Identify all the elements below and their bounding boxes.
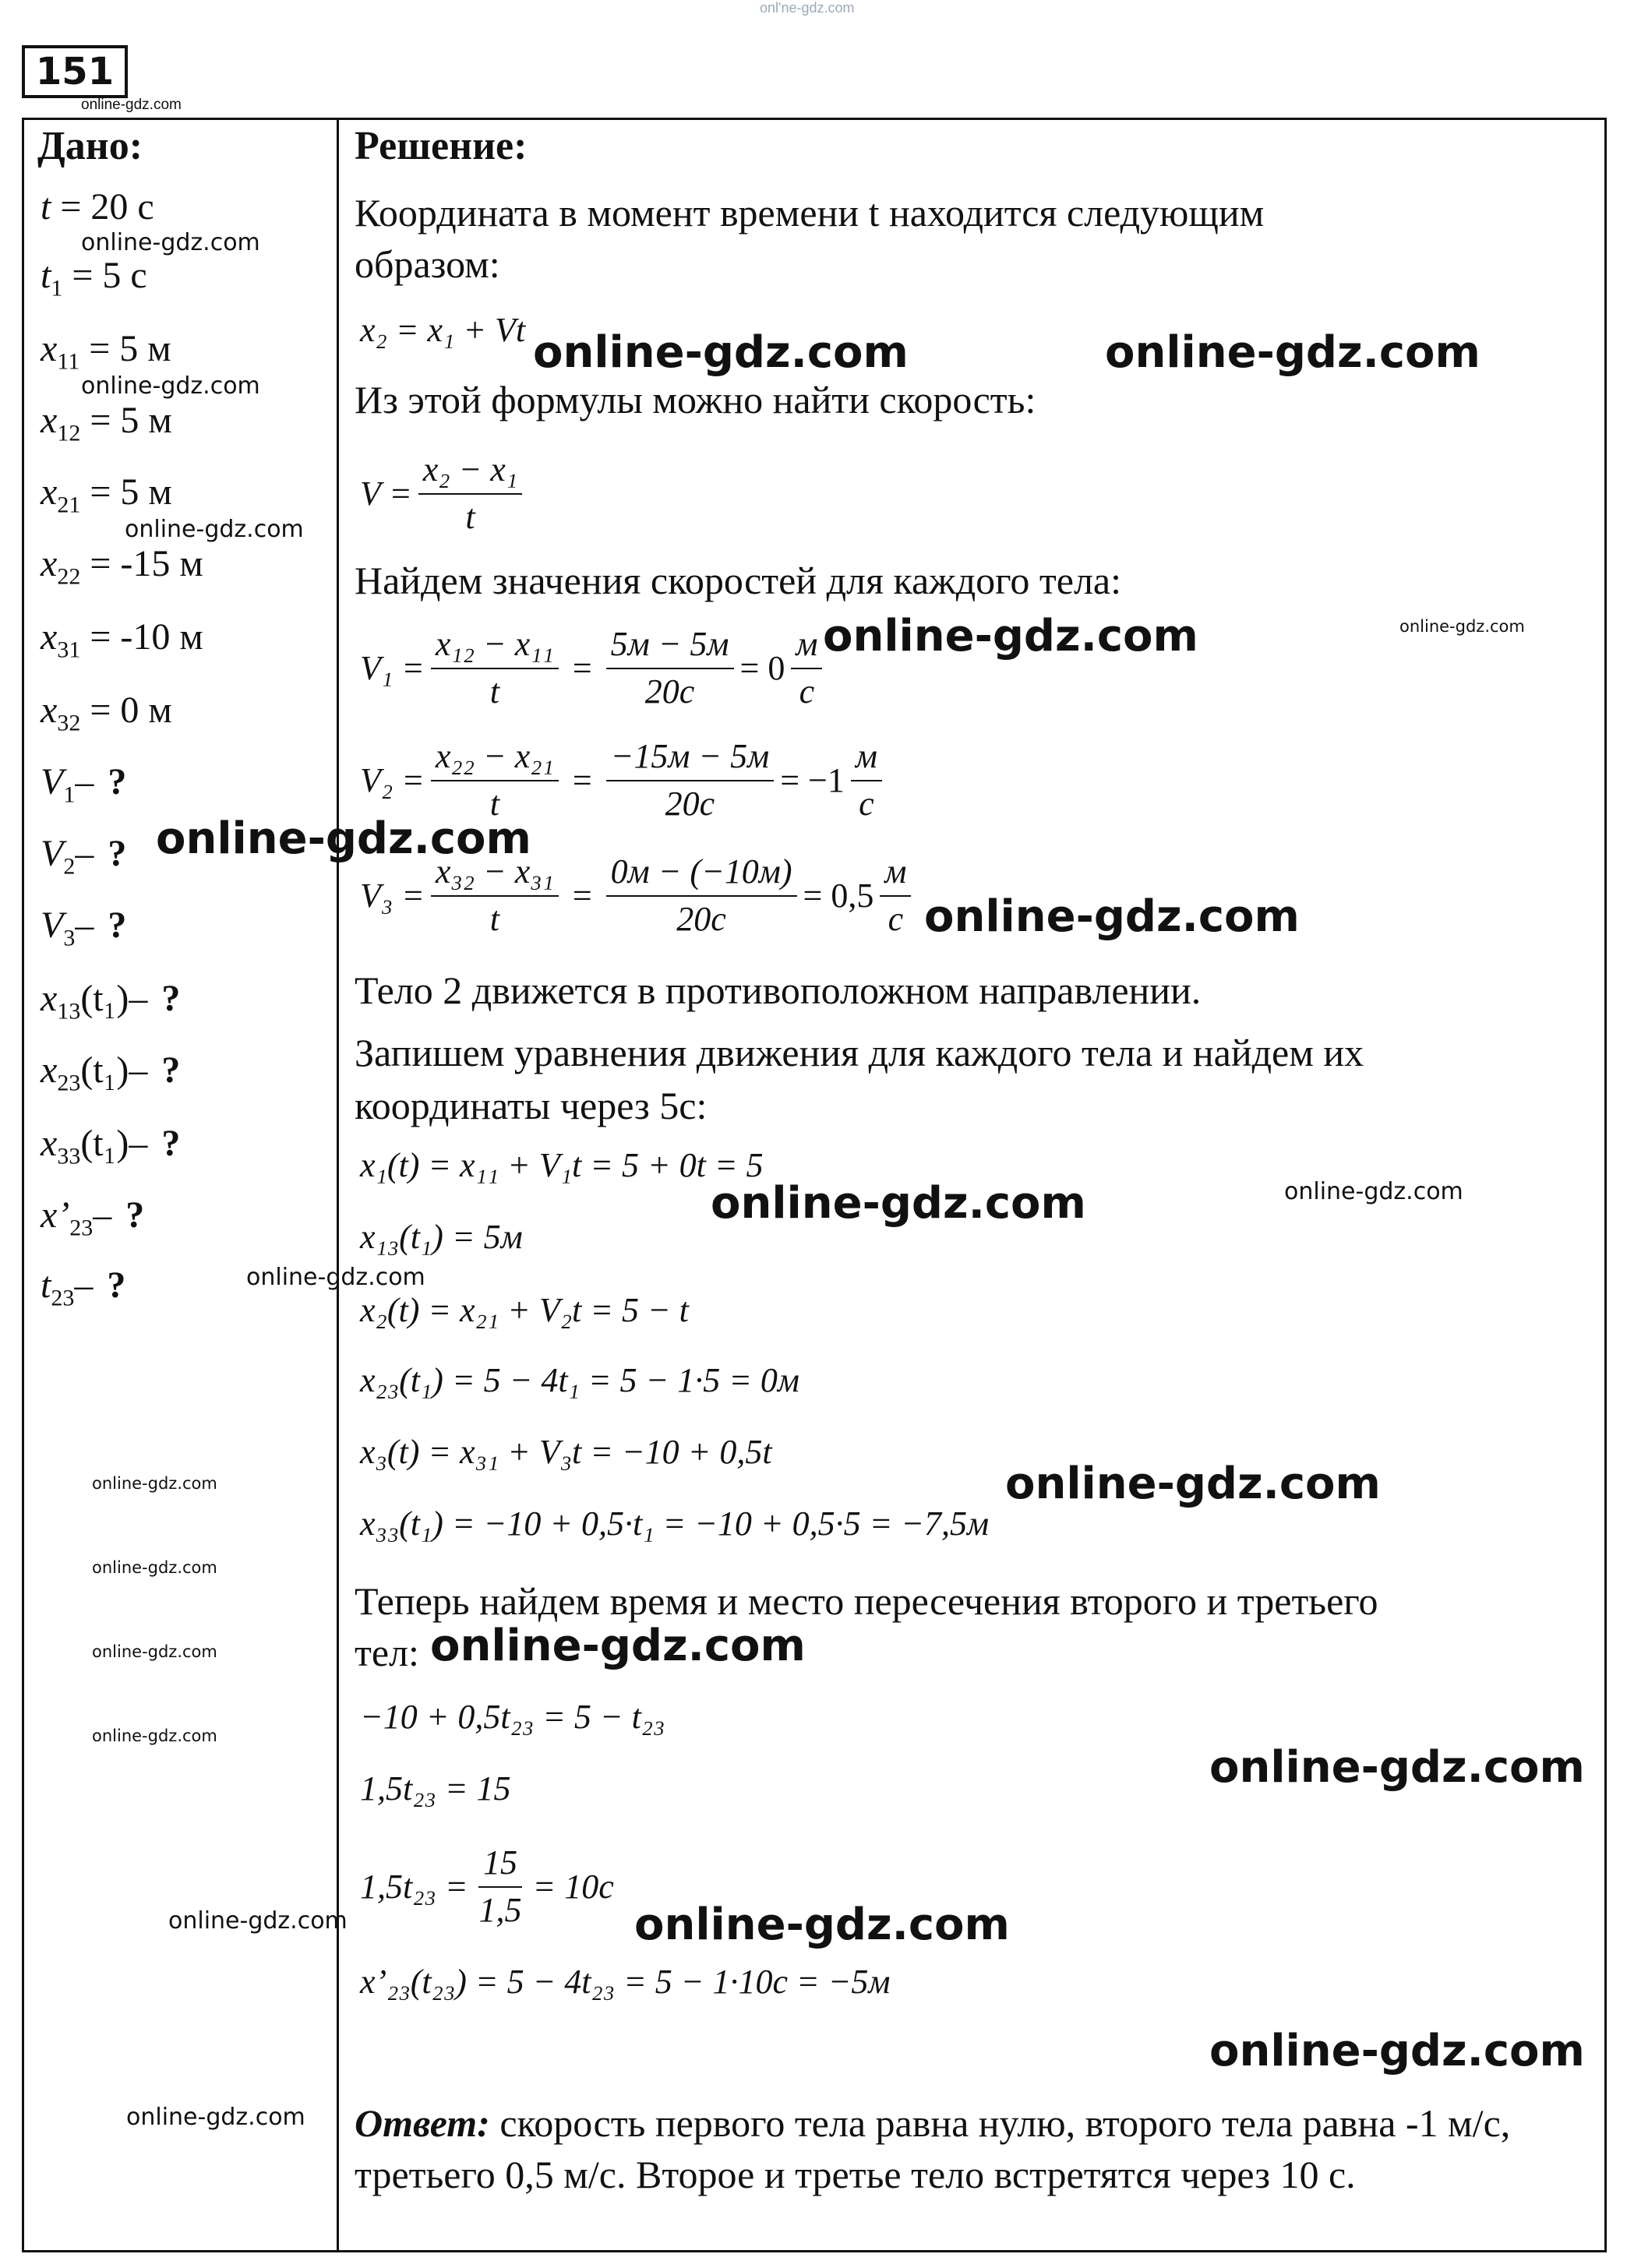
formula-velocity (360, 450, 528, 537)
equation-x13: x₁₃(t₁) = 5м (360, 1218, 523, 1256)
fraction-numerator: x₂ − x₁ (418, 450, 522, 495)
given-symbol: V (41, 905, 64, 946)
given-item (41, 1122, 180, 1170)
given-symbol: x (41, 690, 58, 731)
equation-x33: x₃₃(t₁) = −10 + 0,5·t₁ = −10 + 0,5·5 = −7,5м (360, 1504, 990, 1543)
watermark-label: online-gdz.com (156, 813, 531, 864)
fraction (418, 450, 522, 537)
given-subscript: 12 (57, 420, 81, 446)
given-item (41, 760, 126, 809)
watermark-label: online-gdz.com (125, 516, 304, 543)
given-subscript: 11 (57, 348, 80, 375)
given-subscript: 32 (57, 710, 81, 736)
fraction (431, 625, 559, 711)
given-value: (t₁)– (80, 1049, 148, 1091)
unit-fraction (791, 625, 822, 711)
given-symbol: x (41, 400, 58, 441)
watermark-label: online-gdz.com (246, 1264, 425, 1291)
watermark-label: online-gdz.com (126, 2104, 305, 2131)
watermark-label: online-gdz.com (92, 1727, 217, 1745)
formula-v1: V₁ = $\frac{\text{x₁₂ − x₁₁}}{t}$ = $\frac{5м - 5м}{20с}$ = 0 $\frac{м}{с}$ (360, 625, 828, 711)
unit-denominator: с (799, 672, 815, 711)
watermark-label: online-gdz.com (1399, 617, 1525, 636)
answer (355, 2097, 1593, 2200)
fraction-numerator: x₃₂ − x₃₁ (431, 852, 559, 897)
equation-x3: x₃(t) = x₃₁ + V₃t = −10 + 0,5t (360, 1433, 772, 1471)
given-symbol: x (41, 616, 58, 658)
formula-v3: V₃ = $\frac{\text{x₃₂ − x₃₁}}{t}$ = $\frac{0м - (-10м)}{20с}$ = 0,5 $\frac{м}{с}$ (360, 852, 917, 939)
unit-numerator: м (851, 737, 882, 781)
watermark-label: online-gdz.com (711, 1178, 1086, 1229)
paragraph-coordinate-cont: образом: (355, 242, 500, 286)
fraction (475, 1843, 527, 1930)
v1-lhs: V₁ = (360, 649, 425, 688)
given-unknown: ? (161, 1049, 181, 1091)
given-subscript: 23 (69, 1215, 94, 1241)
given-value: (t₁)– (80, 1123, 148, 1164)
given-value: = -15 м (80, 543, 203, 584)
formula-v2: V₂ = $\frac{\text{x₂₂ − x₂₁}}{t}$ = $\frac{-15м - 5м}{20с}$ = −1 $\frac{м}{с}$ (360, 737, 888, 824)
given-value: = 20 с (51, 186, 154, 228)
given-subscript: 31 (57, 637, 81, 663)
fraction (431, 852, 559, 939)
equation-meeting-coordinate: x’₂₃(t₂₃) = 5 − 4t₂₃ = 5 − 1·10с = −5м (360, 1963, 891, 2001)
given-symbol: x (41, 1049, 58, 1091)
watermark-label: online-gdz.com (533, 327, 909, 378)
given-subscript: 2 (63, 853, 76, 880)
fraction-denominator: t (489, 784, 499, 823)
given-item (41, 399, 186, 447)
given-unknown: ? (108, 761, 127, 802)
given-symbol: V (41, 833, 64, 874)
unit-numerator: м (880, 852, 911, 897)
given-item (41, 1194, 144, 1242)
unit-fraction (880, 852, 911, 939)
given-subscript: 23 (51, 1285, 75, 1311)
given-symbol: t (41, 1265, 51, 1306)
paragraph-body2-direction: Тело 2 движется в противоположном направлении. (355, 968, 1202, 1012)
v2-result: = −1 (780, 761, 845, 800)
given-item (41, 1049, 180, 1097)
given-value: = 5 м (80, 471, 172, 513)
equation-meeting: −10 + 0,5t₂₃ = 5 − t₂₃ (360, 1698, 665, 1736)
given-subscript: 3 (63, 925, 76, 951)
given-subscript: 33 (57, 1143, 81, 1169)
equation-x2: x₂(t) = x₂₁ + V₂t = 5 − t (360, 1291, 689, 1329)
watermark-label: online-gdz.com (92, 1558, 217, 1577)
top-watermark: onl'ne-gdz.com (760, 0, 855, 16)
paragraph-velocity-intro: Из этой формулы можно найти скорость: (355, 378, 1036, 422)
given-unknown: ? (108, 833, 127, 874)
given-value: – (74, 1265, 94, 1306)
given-symbol: x (41, 328, 58, 369)
given-item (41, 471, 186, 519)
given-item (41, 689, 186, 737)
given-item (41, 904, 126, 952)
fraction-denominator: 20с (676, 899, 726, 938)
given-item (41, 327, 185, 376)
unit-denominator: с (859, 784, 874, 823)
given-symbol: x (41, 978, 58, 1019)
given-symbol: V (41, 761, 64, 802)
given-value: = 5 м (79, 328, 171, 369)
paragraph-equations-intro: Запишем уравнения движения для каждого тела и найдем их (355, 1031, 1364, 1074)
watermark-label: online-gdz.com (81, 372, 260, 400)
given-unknown: ? (161, 1123, 181, 1164)
velocity-lhs: V = (360, 474, 412, 513)
watermark-label: online-gdz.com (1284, 1178, 1463, 1205)
unit-numerator: м (791, 625, 822, 669)
watermark-label: online-gdz.com (823, 611, 1198, 661)
given-item (41, 615, 217, 664)
watermark-label: online-gdz.com (924, 891, 1300, 942)
given-unknown: ? (107, 1265, 126, 1306)
fraction-denominator: t (465, 497, 475, 536)
given-value: = 5 м (80, 400, 172, 441)
given-value: = -10 м (80, 616, 203, 658)
fraction-denominator: 20с (644, 672, 695, 711)
given-unknown: ? (161, 978, 181, 1019)
v3-lhs: V₃ = (360, 877, 425, 915)
watermark-label: online-gdz.com (92, 1642, 217, 1661)
fraction (606, 625, 734, 711)
solution-heading: Решение: (355, 124, 528, 168)
given-value: – (75, 905, 94, 946)
fraction-numerator: x₁₂ − x₁₁ (431, 625, 559, 669)
time-lhs: 1,5t₂₃ = (360, 1868, 468, 1906)
fraction-denominator: 20с (665, 784, 715, 823)
answer-label: Ответ: (355, 2101, 490, 2145)
given-subscript: 13 (57, 998, 81, 1025)
given-item (41, 254, 161, 302)
equation-time (360, 1843, 614, 1930)
given-item (41, 185, 168, 234)
given-symbol: x (41, 471, 58, 513)
v3-result: = 0,5 (803, 877, 874, 915)
given-value: – (75, 833, 94, 874)
given-heading: Дано: (37, 124, 143, 168)
fraction (606, 737, 775, 824)
given-item (41, 1264, 125, 1312)
fraction-denominator: t (489, 672, 499, 711)
watermark-label: online-gdz.com (92, 1474, 217, 1493)
equation-x23: x₂₃(t₁) = 5 − 4t₁ = 5 − 1·5 = 0м (360, 1361, 800, 1399)
given-value: – (93, 1194, 112, 1236)
fraction (606, 852, 797, 939)
fraction-numerator: 0м − (−10м) (606, 852, 797, 897)
fraction-numerator: −15м − 5м (606, 737, 775, 781)
fraction-numerator: 15 (478, 1843, 522, 1888)
equation-x1: x₁(t) = x₁₁ + V₁t = 5 + 0t = 5 (360, 1146, 764, 1184)
v1-result: = 0 (739, 649, 785, 688)
formula-coordinate: x₂ = x₁ + Vt (360, 311, 526, 349)
given-value: – (75, 761, 94, 802)
v2-lhs: V₂ = (360, 761, 425, 800)
given-subscript: 21 (57, 492, 81, 518)
given-symbol: t (41, 255, 51, 296)
given-subscript: 1 (63, 781, 76, 808)
watermark-label: online-gdz.com (1209, 2026, 1585, 2076)
given-symbol: t (41, 186, 51, 228)
given-symbol: x’ (41, 1194, 70, 1236)
paragraph-equations-intro-cont: координаты через 5с: (355, 1084, 708, 1127)
fraction-denominator: 1,5 (478, 1890, 522, 1929)
given-subscript: 22 (57, 563, 81, 590)
given-unknown: ? (108, 905, 127, 946)
given-symbol: x (41, 1123, 58, 1164)
watermark-label: online-gdz.com (81, 97, 182, 113)
watermark-label: online-gdz.com (81, 229, 260, 256)
equation-simplified: 1,5t₂₃ = 15 (360, 1769, 511, 1808)
time-result: = 10с (532, 1868, 614, 1906)
given-symbol: x (41, 543, 58, 584)
watermark-label: online-gdz.com (430, 1621, 806, 1671)
given-value: = 5 с (62, 255, 147, 296)
fraction-denominator: t (489, 899, 499, 938)
watermark-label: online-gdz.com (1105, 327, 1481, 378)
problem-number: 151 (22, 45, 128, 98)
unit-denominator: с (888, 899, 904, 938)
given-unknown: ? (125, 1194, 145, 1236)
watermark-label: online-gdz.com (1209, 1742, 1585, 1793)
paragraph-coordinate: Координата в момент времени t находится следующим (355, 191, 1265, 235)
unit-fraction (851, 737, 882, 824)
fraction-numerator: 5м − 5м (606, 625, 734, 669)
given-value: (t₁)– (80, 978, 148, 1019)
given-value: = 0 м (80, 690, 172, 731)
given-subscript: 23 (57, 1070, 81, 1096)
fraction-numerator: x₂₂ − x₂₁ (431, 737, 559, 781)
given-item (41, 977, 180, 1025)
given-item (41, 542, 217, 591)
watermark-label: online-gdz.com (634, 1899, 1010, 1950)
fraction (431, 737, 559, 824)
paragraph-intersection: Теперь найдем время и место пересечения второго и третьего (355, 1579, 1378, 1623)
given-item (41, 832, 126, 880)
watermark-label: online-gdz.com (168, 1907, 348, 1935)
paragraph-find-velocities: Найдем значения скоростей для каждого тела: (355, 559, 1122, 602)
paragraph-intersection-cont: тел: (355, 1631, 419, 1674)
given-subscript: 1 (51, 275, 63, 302)
watermark-label: online-gdz.com (1005, 1459, 1381, 1509)
answer-text: скорость первого тела равна нулю, второго тела равна -1 м/с, третьего 0,5 м/с. Второе и третье тело встретятся через 10 с. (355, 2101, 1511, 2196)
